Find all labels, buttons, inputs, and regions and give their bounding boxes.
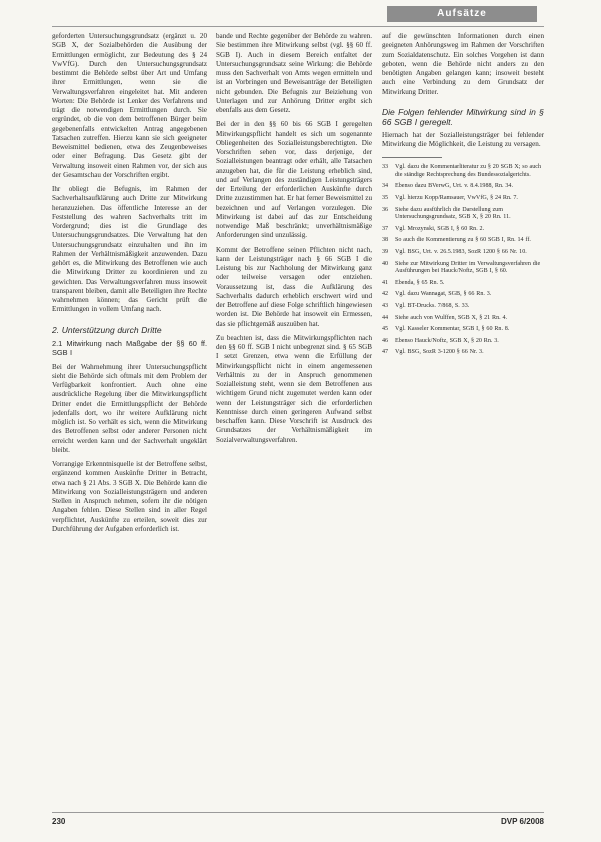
section-heading: 2. Unterstützung durch Dritte	[52, 324, 162, 335]
footnote-number: 39	[382, 249, 389, 255]
footnote	[382, 195, 544, 203]
paragraph: bande und Rechte gegenüber der Behörde zu wahren. Sie bestimmen ihre Mitwirkung selbst (vgl. §§ 60 ff. SGB I). Auch in diesem Bereich entfaltet der Untersuchungsgrundsatz seine Wirkung: die Behörde muss den Sachverhalt von Amts wegen ermitteln und ist an Vorbringen und Beweisanträge der Beteiligten nicht gebunden. Die Befugnis zur Beiziehung von Unterlagen und zur Anhörung Dritter ergibt sich ebenfalls aus dem Gesetz.	[216, 32, 372, 114]
paragraph: Ihr obliegt die Befugnis, im Rahmen der Sachverhaltsaufklärung auch Dritte zur Mitwirkung heranzuziehen. Das öffentliche Interesse an der Feststellung des wahren Sachverhalts tritt im Vordergrund; dies ist die Grundlage des Untersuchungsgrundsatzes. Die Verwaltung hat den Untersuchungsgrundsatz einzuhalten und ihn im Rahmen der Verhältnismäßigkeit anzuwenden. Dazu gehört es, die Mitwirkung des Betroffenen wie auch die Mitwirkung Dritter zu koordinieren und zu gewichten. Das Verwaltungsverfahren muss insoweit transparent bleiben, damit alle Beteiligten ihre Rechte wahrnehmen können; das Gericht prüft die Ermittlungen in vollem Umfang nach.	[52, 185, 207, 314]
header-rule	[52, 26, 544, 27]
section-heading: Die Folgen fehlender Mitwirkung sind in § 66 SGB I geregelt.	[382, 106, 544, 127]
footnote-rule	[382, 157, 442, 158]
footnote	[382, 338, 544, 346]
footnote	[382, 303, 544, 311]
footnote-number: 38	[382, 237, 389, 244]
footnote-number: 33	[382, 164, 389, 171]
footnote	[382, 226, 544, 234]
footnotes	[382, 164, 544, 357]
subsection-heading: 2.1 Mitwirkung nach Maßgabe der §§ 60 ff. SGB I	[52, 338, 207, 357]
footnote-text: Vgl. dazu Wannagat, SGB, § 66 Rn. 3.	[395, 291, 492, 298]
footnote	[382, 326, 544, 334]
footnote	[382, 261, 544, 276]
footnote	[382, 280, 544, 288]
footnote-text: Vgl. Mrozynski, SGB I, § 60 Rn. 2.	[395, 225, 485, 232]
page-number: 230	[52, 817, 66, 826]
footnote-number: 42	[382, 291, 389, 298]
footnote-number: 40	[382, 260, 389, 267]
footnote-number: 35	[382, 195, 389, 202]
footnote	[382, 249, 544, 257]
footnote-text: Ebenso dazu BVerwG, Urt. v. 8.4.1988, Rn. 34.	[395, 183, 513, 190]
paragraph: Zu beachten ist, dass die Mitwirkungspflichten nach den §§ 60 ff. SGB I nicht unbegrenzt sind. § 65 SGB I setzt Grenzen, etwa wenn die Erfüllung der Mitwirkungspflicht nicht in einem angemessenen Verhältnis zu der in Anspruch genommenen Sozialleistung steht, wenn sie dem Betroffenen aus wichtigem Grund nicht zugemutet werden kann oder wenn der Leistungsträger sich die erforderlichen Kenntnisse durch einen geringeren Aufwand selbst beschaffen kann. Diese Vorschrift ist Ausdruck des Grundsatzes der Verhältnismäßigkeit im Sozialverwaltungsverfahren.	[216, 333, 372, 444]
footnote-number: 34	[382, 183, 389, 190]
paragraph: Kommt der Betroffene seinen Pflichten nicht nach, kann der Leistungsträger nach § 66 SGB I die Leistung bis zur Nachholung der Mitwirkung ganz oder teilweise versagen oder entziehen. Voraussetzung ist, dass die Aufklärung des Sachverhalts dadurch erheblich erschwert wird und der Betroffene auf diese Folge schriftlich hingewiesen worden ist. Die Behörde hat insoweit ein Ermessen, das sie pflichtgemäß auszuüben hat.	[216, 245, 372, 328]
footnote-number: 41	[382, 279, 389, 286]
footnote-text: Vgl. BT-Drucks. 7/868, S. 33.	[395, 302, 470, 309]
footnote	[382, 349, 544, 357]
footer-rule	[52, 812, 544, 813]
footnote-number: 47	[382, 349, 389, 356]
section-header: Aufsätze	[387, 6, 537, 22]
footnote-text: Siehe dazu ausführlich die Darstellung zum Untersuchungsgrundsatz, SGB X, § 20 Rn. 11.	[395, 206, 511, 221]
column-3	[382, 32, 544, 802]
footnote-text: Vgl. dazu die Kommentarliteratur zu § 20 SGB X; so auch die ständige Rechtsprechung des Bundessozialgerichts.	[395, 164, 542, 178]
footnote	[382, 183, 544, 191]
footnote-text: Siehe zur Mitwirkung Dritter im Verwaltungsverfahren die Ausführungen bei Hauck/Noftz, SGB I, § 60.	[395, 260, 541, 275]
footnote-text: Vgl. hierzu Kopp/Ramsauer, VwVfG, § 24 Rn. 7.	[395, 195, 518, 202]
footnote-text: So auch die Kommentierung zu § 60 SGB I, Rn. 14 ff.	[395, 237, 531, 244]
paragraph: Bei der in den §§ 60 bis 66 SGB I geregelten Mitwirkungspflicht handelt es sich um sogenannte Obliegenheiten des Sozialleistungsberechtigten. Die Vorschriften sehen vor, dass derjenige, der Sozialleistungen beantragt oder erhält, alle Tatsachen anzugeben hat, die für die Leistung erheblich sind, und auf Verlangen des zuständigen Leistungsträgers der Erteilung der erforderlichen Auskünfte durch Dritte zuzustimmen hat. Er hat ferner Beweismittel zu bezeichnen und auf Verlangen vorzulegen. Die Mitwirkung ist dabei auf das zur Entscheidung notwendige Maß beschränkt; unverhältnismäßige Anforderungen sind unzulässig.	[216, 120, 372, 240]
journal-issue: DVP 6/2008	[501, 817, 544, 826]
footnote-text: Ebenso Hauck/Noftz, SGB X, § 20 Rn. 3.	[395, 337, 499, 344]
footnote	[382, 315, 544, 323]
footnote-text: Vgl. BSG, SozR 3-1200 § 66 Nr. 3.	[395, 349, 484, 356]
paragraph: auf die gewünschten Informationen durch einen geeigneten Anhörungsweg im Rahmen der Vorschriften zum Sozialdatenschutz. Ein solches Vorgehen ist dann geboten, wenn die Behörde nicht anders zu den benötigten Angaben gelangen kann; insoweit besteht auch eine Verbindung zu dem Grundsatz der Mitwirkung Dritter.	[382, 32, 544, 96]
footnote-text: Siehe auch von Wulffen, SGB X, § 21 Rn. 4.	[395, 314, 508, 321]
footnote-text: Vgl. Kasseler Kommentar, SGB I, § 60 Rn. 8.	[395, 326, 510, 333]
footnote	[382, 207, 544, 222]
footnote	[382, 291, 544, 299]
footnote	[382, 237, 544, 245]
paragraph: Vorrangige Erkenntnisquelle ist der Betroffene selbst, ergänzend kommen Auskünfte Dritter in Betracht, etwa nach § 21 Abs. 3 SGB X. Die Behörde kann die Mitwirkung von Sozialleistungsträgern und anderen Stellen in Anspruch nehmen, sofern ihr die nötigen Angaben fehlen. Diese Stellen sind in aller Regel verpflichtet, Auskünfte zu erteilen, soweit dies zur Durchführung der Aufgaben erforderlich ist.	[52, 460, 207, 533]
footnote-number: 43	[382, 302, 389, 309]
footnote-number: 36	[382, 206, 389, 213]
paragraph: Bei der Wahrnehmung ihrer Untersuchungspflicht sieht die Behörde sich oftmals mit dem Problem der Verfügbarkeit konfrontiert. Auch ohne eine ausdrückliche Regelung über die Mitwirkungspflicht Dritter endet die Ermittlungspflicht der Behörde jedenfalls dort, wo ihr weitere Aufklärung nicht möglich ist. So verhält es sich, wenn die Mitwirkung des Betroffenen selbst oder anderer Personen nicht erreicht werden kann und der Sachverhalt ungeklärt bleibt.	[52, 362, 207, 454]
paragraph: Hiernach hat der Sozialleistungsträger bei fehlender Mitwirkung die Möglichkeit, die Leistung zu versagen.	[382, 130, 544, 148]
footnote-number: 37	[382, 225, 389, 232]
footnote-text: Ebenda, § 65 Rn. 5.	[395, 279, 445, 286]
footnote-number: 46	[382, 337, 389, 344]
column-2	[216, 32, 372, 802]
column-1	[52, 32, 207, 802]
footnote-number: 44	[382, 314, 389, 321]
footnote-text: Vgl. BSG, Urt. v. 26.5.1983, SozR 1200 § 66 Nr. 10.	[395, 249, 527, 255]
footnote-number: 45	[382, 326, 389, 333]
paragraph: geforderten Untersuchungsgrundsatz (ergänzt u. 20 SGB X, der Sozialbehörden die Ausübung der Ermittlungen ermöglicht, zur Bedeutung des § 24 VwVfG). Durch den Untersuchungsgrundsatz bestimmt die Behörde selbst über Art und Umfang ihrer Ermittlungen, wenn sie die Verwaltungsverfahren eingeleitet hat. Mit anderen Worten: Die Behörde ist Lenker des Verfahrens und trägt die notwendigen Ermittlungen durch. Sie ergründet, ob die von dem betroffenen Bürger beim gegebenenfalls entwickelten Antrag angegebenen Tatsachen zutreffen. Hierzu kann sie sich geeigneter Beweismittel bedienen, etwa des Zeugenbeweises oder einer Befragung. Das Gesetz gibt der Verwaltung insoweit einen Rahmen vor, der sich aus der Gesamtschau der Vorschriften ergibt.	[52, 32, 207, 179]
footnote	[382, 164, 544, 179]
